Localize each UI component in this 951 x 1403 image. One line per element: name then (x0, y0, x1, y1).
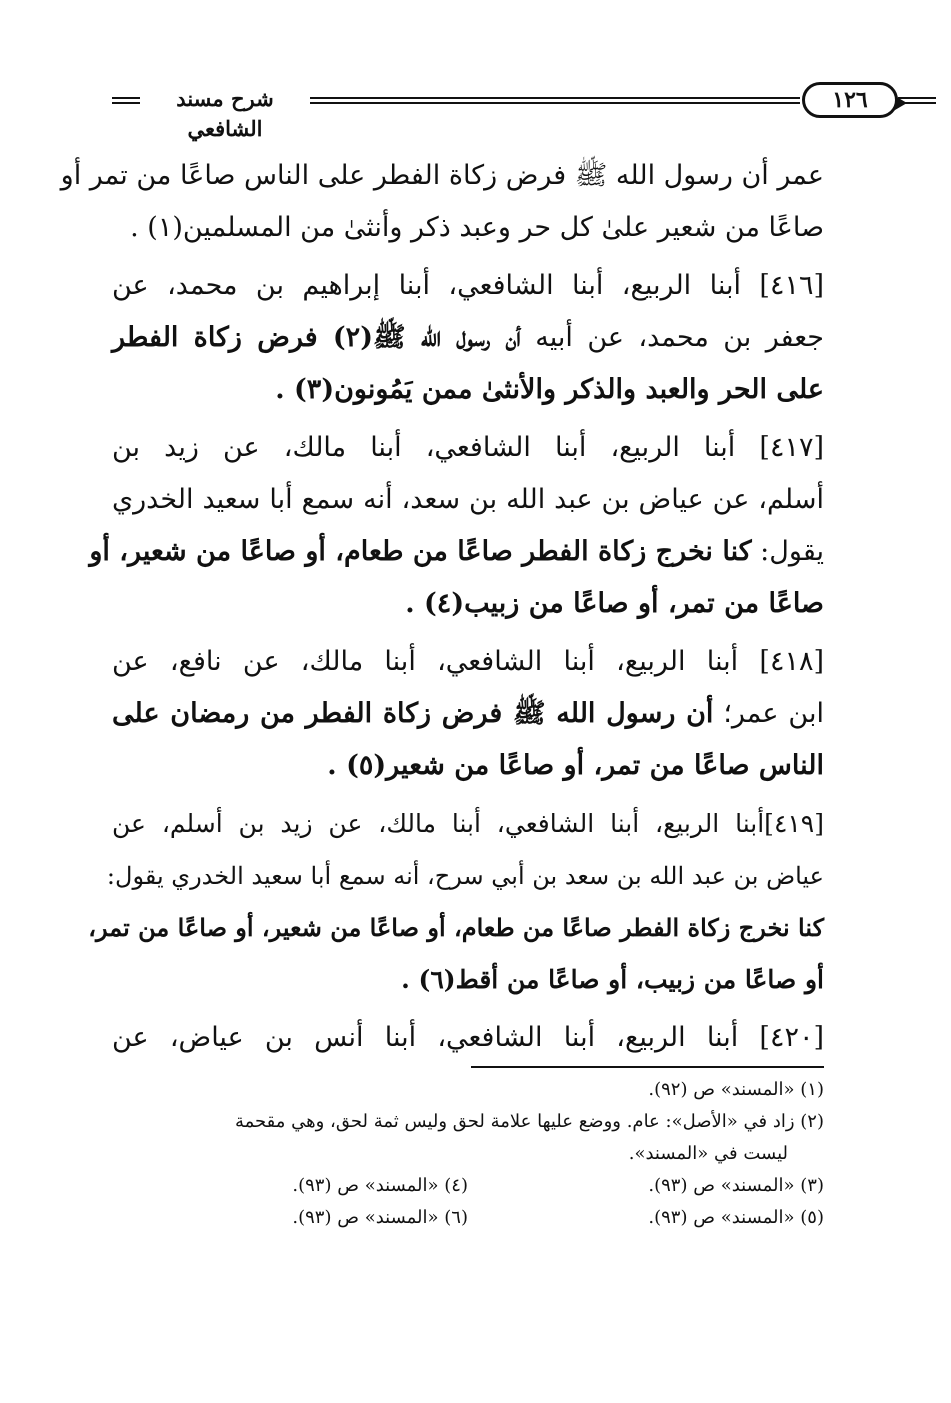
hadith-text: أن رسول الله ﷺ فرض زكاة الفطر من رمضان على (112, 698, 714, 729)
footnote-2-continued: ليست في «المسند». (628, 1143, 788, 1164)
hadith-text: أن رسول الله ﷺ(٢) فرض زكاة الفطر (112, 322, 521, 353)
footnote-separator (471, 1066, 824, 1068)
paragraph-418 (112, 636, 824, 792)
footnote-6: (٦) «المسند» ص (٩٣). (292, 1207, 468, 1228)
text-line: [٤١٨] أبنا الربيع، أبنا الشافعي، أبنا مالك، عن نافع، عن (112, 646, 824, 677)
paragraph-419 (88, 798, 824, 1006)
hadith-text: الناس صاعًا من تمر، أو صاعًا من شعير(٥) . (327, 750, 824, 781)
footnote-2: (٢) زاد في «الأصل»: عام. ووضع عليها علامة لحق وليس ثمة لحق، وهي مقحمة (235, 1111, 824, 1132)
footnote-1: (١) «المسند» ص (٩٢). (648, 1079, 824, 1100)
text-line: [٤٢٠] أبنا الربيع، أبنا الشافعي، أبنا أنس بن عياض، عن (112, 1022, 824, 1053)
text-line: [٤١٩]أبنا الربيع، أبنا الشافعي، أبنا مالك، عن زيد بن أسلم، عن (112, 809, 824, 838)
hadith-text: كنا نخرج زكاة الفطر صاعًا من طعام، أو صاعًا من شعير، أو صاعًا من تمر، (88, 913, 824, 942)
footnote-4: (٤) «المسند» ص (٩٣). (292, 1175, 468, 1196)
paragraph-416 (112, 260, 824, 416)
text-span: جعفر بن محمد، عن أبيه (520, 322, 824, 353)
text-line: [٤١٧] أبنا الربيع، أبنا الشافعي، أبنا مالك، عن زيد بن (112, 432, 824, 463)
paragraph-417 (89, 422, 824, 630)
text-line: صاعًا من شعير علىٰ كل حر وعبد ذكر وأنثىٰ من المسلمين(١) . (130, 212, 824, 243)
running-title: شرح مسند الشافعي (176, 86, 274, 141)
header-rule-right (898, 97, 936, 104)
text-line (89, 526, 824, 578)
text-line: عمر أن رسول الله ﷺ فرض زكاة الفطر على الناس صاعًا من تمر أو (60, 160, 824, 191)
hadith-text: على الحر والعبد والذكر والأنثىٰ ممن يَمُونون(٣) . (275, 374, 824, 405)
text-line: عياض بن عبد الله بن سعد بن أبي سرح، أنه سمع أبا سعيد الخدري يقول: (106, 862, 824, 890)
footnote-3: (٣) «المسند» ص (٩٣). (648, 1175, 824, 1196)
hadith-text: كنا نخرج زكاة الفطر صاعًا من طعام، أو صاعًا من شعير، أو (89, 536, 752, 567)
page-header (112, 80, 868, 141)
hadith-text: صاعًا من تمر، أو صاعًا من زبيب(٤) . (405, 588, 824, 619)
footnote-5: (٥) «المسند» ص (٩٣). (648, 1207, 824, 1228)
header-rule-middle (310, 97, 800, 104)
text-span: يقول: (751, 536, 824, 567)
main-text (60, 150, 824, 1070)
header-rule-left (112, 97, 140, 104)
text-line: أسلم، عن عياض بن عبد الله بن سعد، أنه سمع أبا سعيد الخدري (112, 484, 824, 515)
footnote-row (112, 1202, 824, 1234)
paragraph-continued (60, 150, 824, 254)
footnote-row (112, 1170, 824, 1202)
text-line (112, 688, 824, 740)
text-line: [٤١٦] أبنا الربيع، أبنا الشافعي، أبنا إبراهيم بن محمد، عن (112, 270, 824, 301)
hadith-text: أو صاعًا من زبيب، أو صاعًا من أقط(٦) . (401, 965, 824, 994)
footnotes (112, 1074, 824, 1234)
text-line (112, 312, 824, 364)
text-span: ابن عمر؛ (713, 698, 824, 729)
paragraph-420 (112, 1012, 824, 1064)
page-number: ١٢٦ (802, 82, 898, 118)
